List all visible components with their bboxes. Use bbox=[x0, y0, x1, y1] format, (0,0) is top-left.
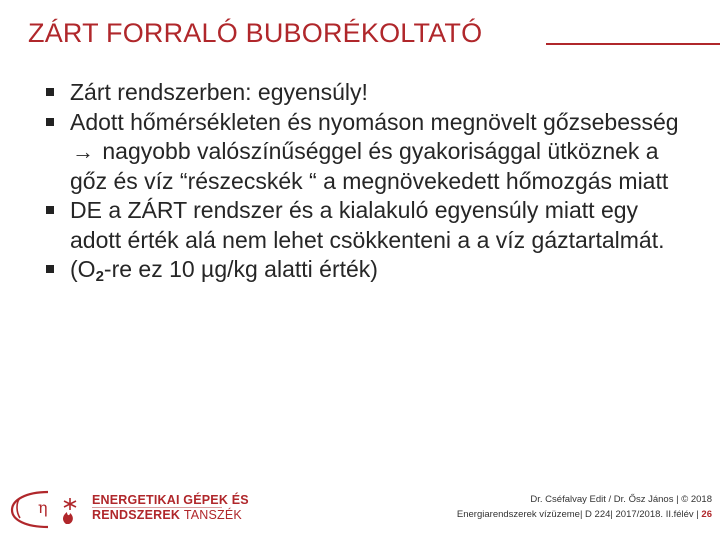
bullet-text: DE a ZÁRT rendszer és a kialakuló egyensúly miatt egy adott érték alá nem lehet csökkenteni a a víz gáztartalmát. bbox=[70, 197, 665, 253]
logo-line-2-light: TANSZÉK bbox=[183, 508, 242, 522]
bullet-marker bbox=[46, 265, 54, 273]
bullet-marker bbox=[46, 206, 54, 214]
bullet-text: (O bbox=[70, 256, 96, 282]
footer-course bbox=[457, 507, 712, 522]
bullet-marker bbox=[46, 118, 54, 126]
slide-footer bbox=[457, 492, 712, 522]
bullet-item bbox=[44, 196, 694, 255]
bullet-item bbox=[44, 108, 694, 197]
logo-line-2-bold: RENDSZEREK bbox=[92, 508, 181, 522]
bullet-marker bbox=[46, 88, 54, 96]
bullet-list bbox=[44, 78, 694, 292]
bullet-text: Zárt rendszerben: egyensúly! bbox=[70, 79, 368, 105]
logo-line-2 bbox=[92, 508, 242, 522]
bullet-item bbox=[44, 78, 694, 108]
logo-line-1: ENERGETIKAI GÉPEK ÉS bbox=[92, 493, 249, 507]
right-arrow-icon: → bbox=[72, 139, 94, 164]
bullet-text-continued: nagyobb valószínűséggel és gyakorisággal ütköznek a gőz és víz “részecskék “ a megnövekedett hőmozgás miatt bbox=[70, 138, 669, 194]
eta-symbol: η bbox=[38, 498, 48, 517]
snowflake-icon bbox=[64, 498, 76, 510]
footer-authors: Dr. Cséfalvay Edit / Dr. Ősz János | © 2018 bbox=[530, 494, 712, 505]
page-number: 26 bbox=[701, 509, 712, 520]
footer-course-text: Energiarendszerek vízüzeme| D 224| 2017/2018. II.félév | bbox=[456, 509, 699, 520]
bullet-text: Adott hőmérsékleten és nyomáson megnövelt gőzsebesség bbox=[70, 108, 679, 135]
slide-title: ZÁRT FORRALÓ BUBORÉKOLTATÓ bbox=[28, 18, 483, 48]
subscript: 2 bbox=[95, 268, 104, 285]
eta-flame-icon bbox=[6, 488, 90, 530]
title-underline bbox=[546, 43, 720, 45]
bullet-item bbox=[44, 255, 694, 292]
bullet-text-continued: -re ez 10 µg/kg alatti érték) bbox=[103, 256, 378, 282]
department-logo bbox=[0, 482, 249, 532]
flame-icon bbox=[63, 512, 73, 524]
